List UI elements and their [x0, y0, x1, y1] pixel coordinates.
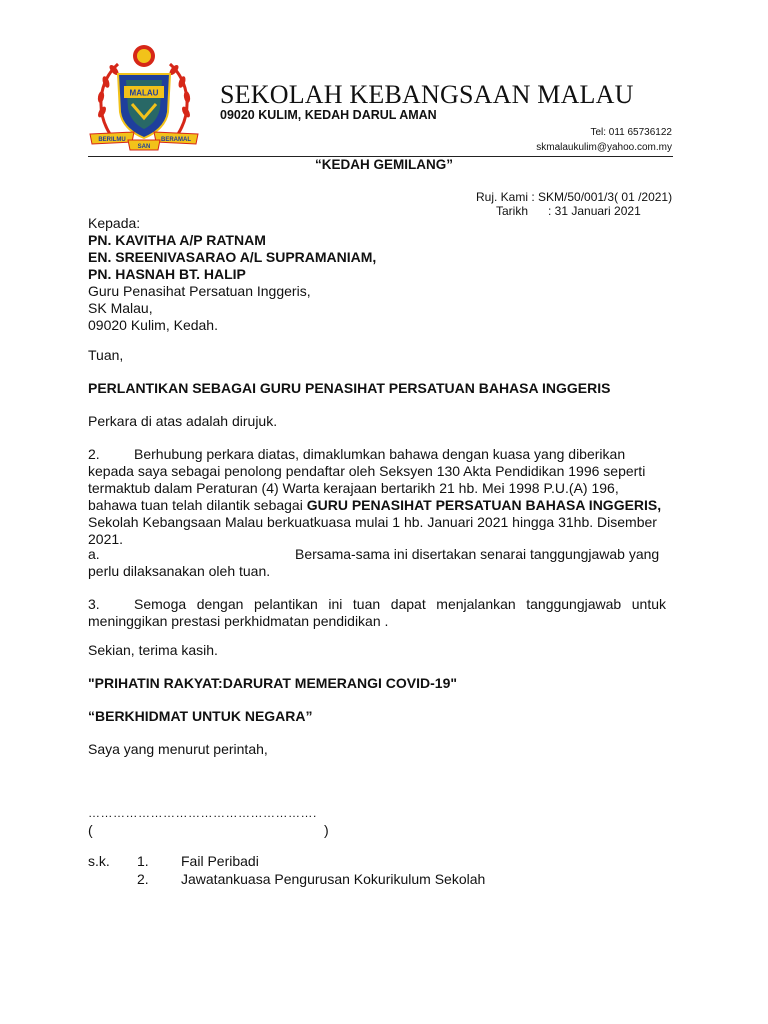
school-name: SEKOLAH KEBANGSAAN MALAU [220, 80, 634, 109]
motto: “KEDAH GEMILANG” [315, 157, 453, 172]
yours-faithfully: Saya yang menurut perintah, [88, 741, 268, 757]
paragraph-3 [88, 596, 666, 630]
date-label: Tarikh [496, 204, 529, 218]
paragraph-3-text: Semoga dengan pelantikan ini tuan dapat menjalankan tanggungjawab untuk meninggikan prestasi perkhidmatan pendidikan . [88, 596, 666, 629]
recipient-line: Guru Penasihat Persatuan Inggeris, [88, 283, 311, 299]
school-address: 09020 KULIM, KEDAH DARUL AMAN [220, 108, 437, 122]
paragraph-a-text: Bersama-sama ini disertakan senarai tanggungjawab yang perlu dilaksanakan oleh tuan. [88, 546, 660, 579]
paragraph-2-text-a: Berhubung perkara diatas, dimaklumkan bahawa dengan kuasa yang diberikan kepada saya sebagai penolong pendaftar oleh Seksyen 130 Akta Pendidikan 1996 seperti termaktub dalam Peraturan (4) Warta kerajaan bertarikh 21 hb. Mei 1998 P.U.(A) 196, bahawa tuan telah dilantik sebagai [88, 446, 646, 513]
telephone: Tel: 011 65736122 [590, 127, 672, 138]
recipient-block [88, 215, 376, 334]
reference-number: Ruj. Kami : SKM/50/001/3( 01 /2021) [476, 190, 673, 204]
signature-line: ………………………………………………. [88, 806, 317, 820]
date-value: : 31 Januari 2021 [548, 204, 641, 218]
recipient-name: EN. SREENIVASARAO A/L SUPRAMANIAM, [88, 249, 377, 265]
crest-text-beramal: BERAMAL [161, 137, 191, 143]
recipient-name: PN. KAVITHA A/P RATNAM [88, 232, 266, 248]
paragraph-2-text-b: Sekolah Kebangsaan Malau berkuatkuasa mulai 1 hb. Januari 2021 hingga 31hb. Disember 2021. [88, 514, 657, 547]
cc-item-number: 2. [137, 871, 149, 887]
reference-statement: Perkara di atas adalah dirujuk. [88, 413, 278, 429]
paragraph-number: 3. [88, 596, 100, 612]
paragraph-a [88, 546, 666, 580]
paragraph-2 [88, 446, 666, 548]
slogan-covid: "PRIHATIN RAKYAT:DARURAT MEMERANGI COVID-19" [88, 675, 457, 691]
paragraph-number: a. [88, 546, 100, 562]
signature-paren-open: ( [88, 822, 93, 838]
crest-text-san: SAN [137, 144, 151, 150]
paragraph-number: 2. [88, 446, 100, 462]
kepada-label: Kepada: [88, 215, 141, 231]
recipient-line: SK Malau, [88, 300, 153, 316]
slogan-negara: “BERKHIDMAT UNTUK NEGARA” [88, 708, 313, 724]
salutation: Tuan, [88, 347, 124, 363]
email: skmalaukulim@yahoo.com.my [536, 142, 672, 153]
cc-label: s.k. [88, 853, 110, 869]
cc-item-number: 1. [137, 853, 149, 869]
date-row [476, 204, 672, 218]
contact-block [536, 125, 672, 155]
school-crest-logo [88, 42, 200, 158]
cc-item-text: Jawatankuasa Pengurusan Kokurikulum Sekolah [181, 871, 486, 887]
closing: Sekian, terima kasih. [88, 642, 218, 658]
crest-text-berilmu: BERILMU [98, 137, 126, 143]
recipient-line: 09020 Kulim, Kedah. [88, 317, 218, 333]
signature-paren-close: ) [324, 822, 329, 838]
recipient-name: PN. HASNAH BT. HALIP [88, 266, 246, 282]
reference-block [476, 190, 672, 218]
letter-subject: PERLANTIKAN SEBAGAI GURU PENASIHAT PERSATUAN BAHASA INGGERIS [88, 380, 611, 396]
crest-text-malau: MALAU [129, 88, 159, 98]
cc-item-text: Fail Peribadi [181, 853, 259, 869]
paragraph-2-bold: GURU PENASIHAT PERSATUAN BAHASA INGGERIS, [306, 497, 662, 513]
